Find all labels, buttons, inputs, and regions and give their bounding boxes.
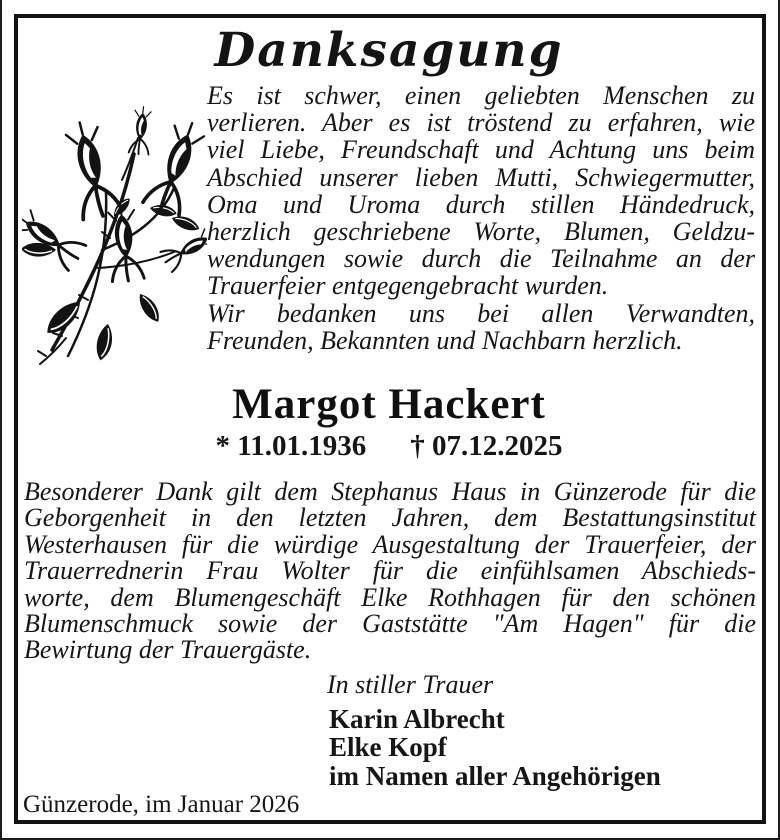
thanks-line: Westerhausen für die würdige Ausgestaltung der Trauerfeier, der — [24, 529, 756, 559]
thanks-paragraph — [22, 479, 756, 664]
place-date-line: Günzerode, im Januar 2026 — [23, 791, 300, 818]
mourners-list — [329, 705, 756, 791]
intro-line: Abschied unserer lieben Mutti, Schwiegermutter, — [207, 162, 755, 192]
thanks-line: Blumenschmuck sowie der Gaststätte "Am Hagen" für die — [24, 609, 756, 639]
life-dates — [22, 430, 756, 463]
birth-date: * 11.01.1936 — [215, 430, 367, 462]
intro-line: verlieren. Aber es ist tröstend zu erfahren, wie — [207, 108, 755, 138]
notice-border-frame — [14, 14, 766, 824]
thanks-line: worte, dem Blumengeschäft Elke Rothhagen für den schönen — [24, 582, 756, 612]
closing-phrase: In stiller Trauer — [327, 669, 494, 699]
mourner-name: Elke Kopf — [329, 732, 447, 763]
intro-line: Es ist schwer, einen geliebten Menschen zu — [207, 81, 755, 110]
thanks-line: Besonderer Dank gilt dem Stephanus Haus in Günzerode für die — [24, 477, 756, 506]
thanks-line: Trauerrednerin Frau Wolter für die einfühlsamen Abschieds- — [24, 556, 756, 586]
intro-line: Freunden, Bekannten und Nachbarn herzlich. — [207, 325, 683, 355]
deceased-name: Margot Hackert — [232, 381, 546, 428]
flower-column — [22, 82, 207, 373]
notice-title: Danksagung — [214, 23, 564, 78]
thanks-line: Geborgenheit in den letzten Jahren, dem Bestattungsinstitut — [24, 503, 756, 533]
mourner-name: Karin Albrecht — [329, 703, 505, 734]
intro-line: wendungen sowie durch die Teilnahme an der — [207, 244, 755, 274]
intro-line: viel Liebe, Freundschaft und Achtung uns beim — [207, 135, 755, 165]
intro-line: herzlich geschriebene Worte, Blumen, Geldzu- — [207, 217, 755, 247]
deceased-block — [22, 381, 756, 463]
intro-line: Trauerfeier entgegengebracht wurden. — [207, 271, 609, 301]
death-date: † 07.12.2025 — [410, 430, 563, 462]
rose-sprig-icon — [22, 88, 207, 368]
intro-line: Wir bedanken uns bei allen Verwandten, — [207, 298, 755, 328]
intro-line: Oma und Uroma durch stillen Händedruck, — [207, 189, 755, 219]
intro-section — [22, 82, 756, 373]
intro-paragraph — [207, 82, 756, 373]
mourner-name: im Namen aller Angehörigen — [329, 760, 661, 791]
thanks-line: Bewirtung der Trauergäste. — [24, 635, 312, 665]
